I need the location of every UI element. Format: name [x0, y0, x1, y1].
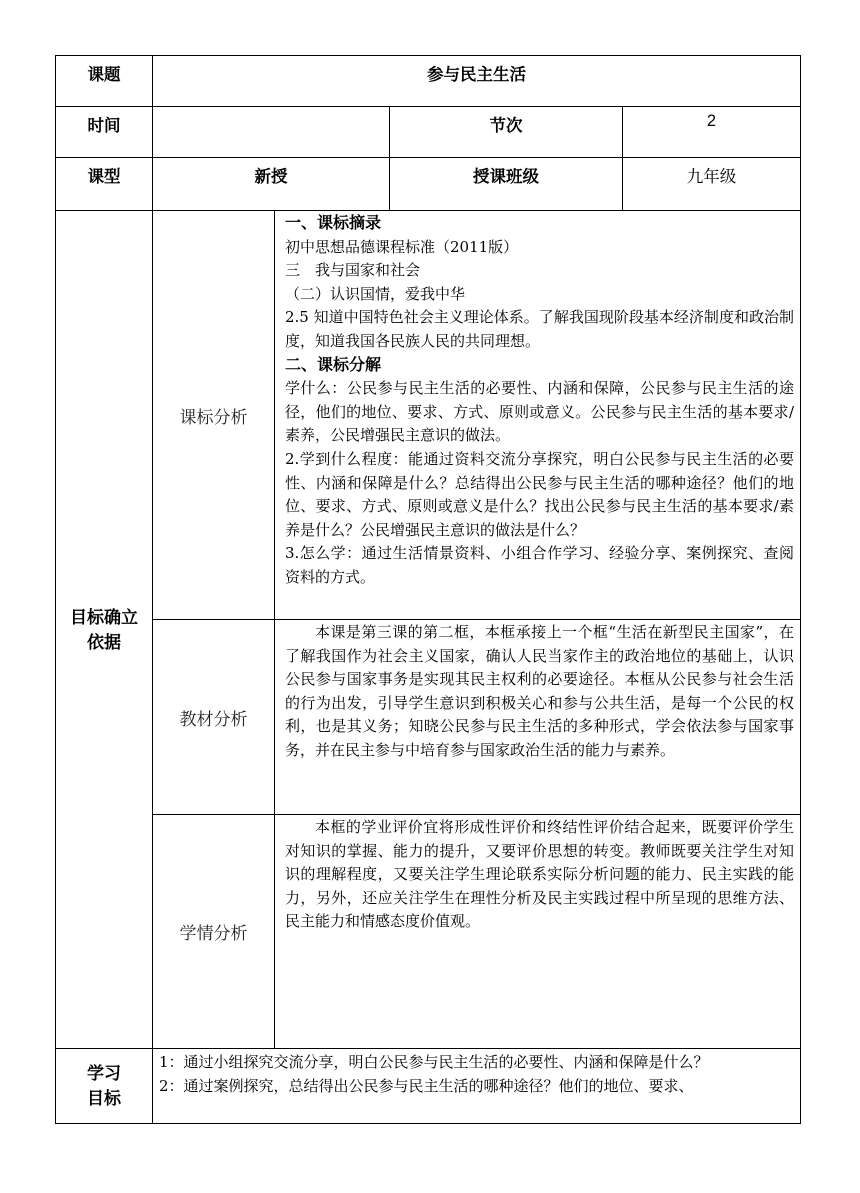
textbook-text: 本课是第三课的第二框，本框承接上一个框“生活在新型民主国家”，在了解我国作为社会主义国家，确认人民当家作主的政治地位的基础上，认识公民参与国家事务是实现其民主权利的必要途径。本框从公民参与社会生活的行为出发，引导学生意识到积极关心和参与公共生活，是每一个公民的权利，也是其义务；知晓公民参与民主生活的多种形式，学会依法参与国家事务，并在民主参与中培育参与国家政治生活的能力与素养。 [285, 623, 794, 759]
textbook-content [275, 620, 801, 815]
students-content [275, 815, 801, 1049]
standards-section1-title: 一、课标摘录 [285, 215, 382, 232]
goal-1: 1：通过小组探究交流分享，明白公民参与民主生活的必要性、内涵和保障是什么？ [159, 1053, 709, 1071]
standards-line4: 2.5 知道中国特色社会主义理论体系。了解我国现阶段基本经济制度和政治制度，知道我国各民族人民的共同理想。 [285, 308, 794, 350]
standards-line1: 初中思想品德课程标准（2011版） [285, 237, 519, 256]
standards-item1: 学什么：公民参与民主生活的必要性、内涵和保障，公民参与民主生活的途径，他们的地位、要求、方式、原则或意义。公民参与民主生活的基本要求/素养，公民增强民主意识的做法。 [285, 379, 794, 445]
textbook-row [56, 620, 801, 815]
topic-label: 课题 [56, 56, 153, 107]
session-value: 2 [623, 107, 801, 158]
goals-label-line2: 目标 [87, 1089, 121, 1108]
goals-content [153, 1049, 801, 1124]
type-value: 新授 [153, 158, 390, 211]
textbook-label: 教材分析 [153, 620, 275, 815]
standards-line3: （二）认识国情，爱我中华 [285, 284, 466, 303]
goals-row [56, 1049, 801, 1124]
time-label: 时间 [56, 107, 153, 158]
topic-value: 参与民主生活 [153, 56, 801, 107]
standards-label: 课标分析 [153, 211, 275, 620]
standards-line2: 三 我与国家和社会 [285, 261, 421, 280]
type-row [56, 158, 801, 211]
goals-label-line1: 学习 [87, 1064, 121, 1083]
standards-row [56, 211, 801, 620]
lesson-plan-table [55, 55, 801, 1124]
students-label: 学情分析 [153, 815, 275, 1049]
standards-content [275, 211, 801, 620]
standards-section2-title: 二、课标分解 [285, 356, 382, 374]
session-label: 节次 [390, 107, 623, 158]
goals-label [56, 1049, 153, 1124]
time-value [153, 107, 390, 158]
topic-row [56, 56, 801, 107]
students-text: 本框的学业评价宜将形成性评价和终结性评价结合起来，既要评价学生对知识的掌握、能力的提升，又要评价思想的转变。教师既要关注学生对知识的理解程度，又要关注学生理论联系实际分析问题的能力、民主实践的能力，另外，还应关注学生在理性分析及民主实践过程中所呈现的思维方法、民主能力和情感态度价值观。 [285, 818, 794, 931]
goal-2: 2：通过案例探究，总结得出公民参与民主生活的哪种途径？他们的地位、要求、 [159, 1076, 694, 1095]
class-value: 九年级 [623, 158, 801, 211]
standards-item3: 3.怎么学：通过生活情景资料、小组合作学习、经验分享、案例探究、查阅资料的方式。 [285, 544, 794, 586]
standards-item2: 2.学到什么程度：能通过资料交流分享探究，明白公民参与民主生活的必要性、内涵和保障是什么？总结得出公民参与民主生活的哪种途径？他们的地位、要求、方式、原则或意义是什么？找出公民参与民主生活的基本要求/素养是什么？公民增强民主意识的做法是什么？ [285, 449, 794, 539]
class-label: 授课班级 [390, 158, 623, 211]
basis-label [56, 211, 153, 1049]
basis-label-text: 目标确立依据 [70, 607, 138, 652]
students-row [56, 815, 801, 1049]
type-label: 课型 [56, 158, 153, 211]
time-row [56, 107, 801, 158]
